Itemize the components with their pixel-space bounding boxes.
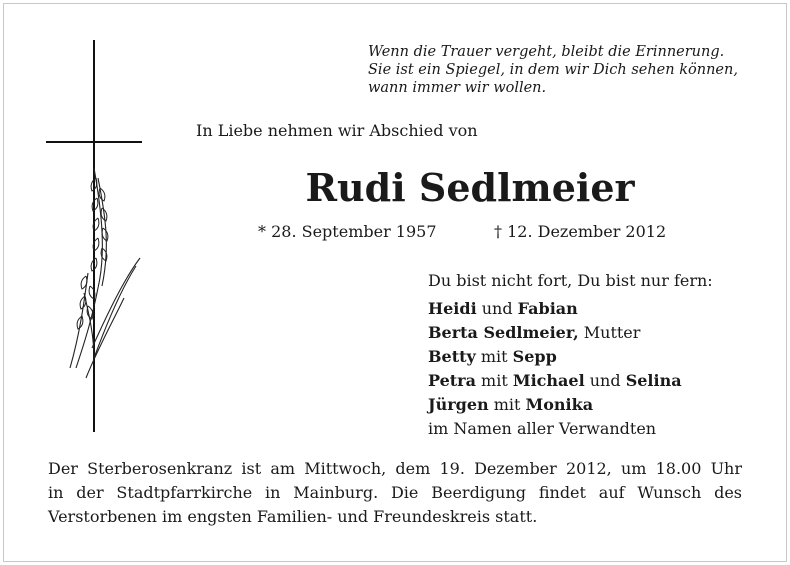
family-row: Jürgen mit Monika bbox=[428, 395, 594, 414]
family-list bbox=[428, 297, 682, 441]
family-row: Petra mit Michael und Selina bbox=[428, 371, 682, 390]
death-date: † 12. Dezember 2012 bbox=[494, 222, 667, 241]
cross-with-wheat-icon bbox=[40, 38, 150, 436]
poem-line: Wenn die Trauer vergeht, bleibt die Erinnerung. bbox=[368, 44, 725, 60]
family-row: im Namen aller Verwandten bbox=[428, 419, 657, 438]
notice-line: in der Stadtpfarrkirche in Mainburg. Die Beerdigung findet auf Wunsch des bbox=[48, 483, 742, 502]
birth-date: * 28. September 1957 bbox=[258, 222, 437, 241]
family-row: Heidi und Fabian bbox=[428, 299, 578, 318]
family-row: Betty mit Sepp bbox=[428, 347, 557, 366]
notice-line: Der Sterberosenkranz ist am Mittwoch, dem 19. Dezember 2012, um 18.00 Uhr bbox=[48, 459, 742, 478]
poem-quote bbox=[368, 43, 768, 97]
poem-line: Sie ist ein Spiegel, in dem wir Dich sehen können, bbox=[368, 62, 738, 78]
family-row: Berta Sedlmeier, Mutter bbox=[428, 323, 641, 342]
intro-text: In Liebe nehmen wir Abschied von bbox=[196, 121, 478, 140]
motto-text: Du bist nicht fort, Du bist nur fern: bbox=[428, 271, 713, 290]
poem-line: wann immer wir wollen. bbox=[368, 80, 547, 96]
notice-line: Verstorbenen im engsten Familien- und Freundeskreis statt. bbox=[48, 507, 538, 526]
deceased-name: Rudi Sedlmeier bbox=[305, 165, 635, 210]
funeral-notice bbox=[48, 457, 742, 529]
